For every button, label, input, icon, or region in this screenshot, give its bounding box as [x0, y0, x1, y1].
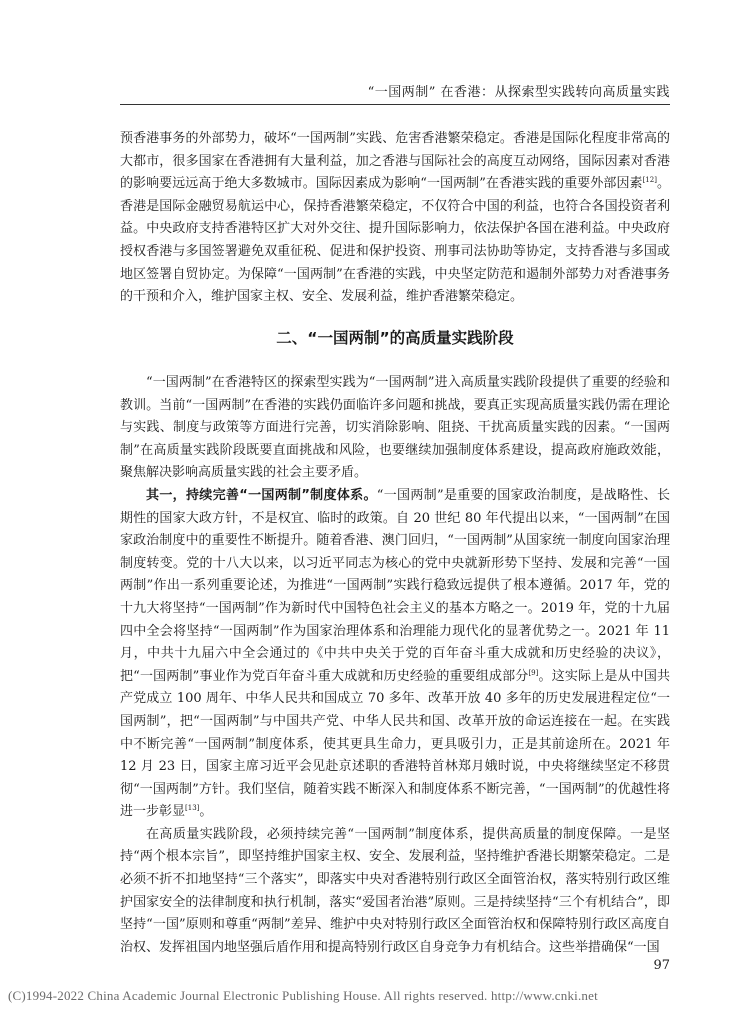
- paragraph-2: “一国两制”在香港特区的探索型实践为“一国两制”进入高质量实践阶段提供了重要的经验和教训。当前“一国两制”在香港的实践仍面临许多问题和挑战，要真正实现高质量实践仍需在理论与实践、制度与政策等方面进行完善，切实消除影响、阻挠、干扰高质量实践的因素。“一国两制”在高质量实践阶段既要直面挑战和风险，也要继续加强制度体系建设，提高政府施政效能，聚焦解决影响高质量实践的社会主要矛盾。: [120, 375, 670, 481]
- section-heading: 二、“一国两制”的高质量实践阶段: [276, 329, 514, 347]
- paragraph-1-text: 预香港事务的外部势力，破坏“一国两制”实践、危害香港繁荣稳定。香港是国际化程度非常高的大都市，很多国家在香港拥有大量利益，加之香港与国际社会的高度互动网络，国际因素对香港的影响要远远高于绝大多数城市。国际因素成为影响“一国两制”在香港实践的重要外部因素: [120, 131, 670, 192]
- paragraph-3-end: 。: [199, 804, 213, 820]
- header-rule: [120, 104, 670, 105]
- copyright-footer: (C)1994-2022 China Academic Journal Electronic Publishing House. All rights reserved. http://www.cnki.net: [8, 988, 598, 1003]
- citation-9: [9]: [528, 668, 539, 677]
- citation-13: [13]: [185, 804, 200, 813]
- paragraph-4: 在高质量实践阶段，必须持续完善“一国两制”制度体系，提供高质量的制度保障。一是坚持“两个根本宗旨”，即坚持维护国家主权、安全、发展利益，坚持维护香港长期繁荣稳定。二是必须不折不扣地坚持“三个落实”，即落实中央对香港特别行政区全面管治权，落实特别行政区维护国家安全的法律制度和执行机制，落实“爱国者治港”原则。三是持续坚持“三个有机结合”，即坚持“一国”原则和尊重“两制”差异、维护中央对特别行政区全面管治权和保障特别行政区高度自治权、发挥祖国内地坚强后盾作用和提高特别行政区自身竞争力有机结合。这些举措确保“一国: [120, 826, 670, 955]
- paragraph-3: [120, 485, 670, 824]
- paragraph-1: [120, 128, 670, 309]
- paragraph-3-text: “一国两制”是重要的国家政治制度，是战略性、长期性的国家大政方针，不是权宜、临时的政策。自 20 世纪 80 年代提出以来，“一国两制”在国家政治制度中的重要性不断提升。随着香港、澳门回归，“一国两制”从国家统一制度向国家治理制度转变。党的十八大以来，以习近平同志为核心的党中央就新形势下坚持、发展和完善“一国两制”作出一系列重要论述，为推进“一国两制”实践行稳致远提供了根本遵循。2017 年，党的十九大将坚持“一国两制”作为新时代中国特色社会主义的基本方略之一。2019 年，党的十九届四中全会将坚持“一国两制”作为国家治理体系和治理能力现代化的显著优势之一。2021 年 11 月，中共十九届六中全会通过的《中共中央关于党的百年奋斗重大成就和历史经验的决议》，把“一国两制”事业作为党百年奋斗重大成就和历史经验的重要组成部分: [120, 487, 670, 684]
- citation-12: [12]: [642, 176, 657, 185]
- paragraph-3-lead: 其一，持续完善“一国两制”制度体系。: [146, 487, 377, 503]
- body-block-top: [120, 128, 670, 309]
- page-number: 97: [653, 958, 670, 973]
- paragraph-1-rest: 。香港是国际金融贸易航运中心，保持香港繁荣稳定，不仅符合中国的利益，也符合各国投资者利益。中央政府支持香港特区扩大对外交往、提升国际影响力，依法保护各国在港利益。中央政府授权香港与多国签署避免双重征税、促进和保护投资、刑事司法协助等协定，支持香港与多国或地区签署自贸协定。为保障“一国两制”在香港的实践，中央坚定防范和遏制外部势力对香港事务的干预和介入，维护国家主权、安全、发展利益，维护香港繁荣稳定。: [120, 176, 670, 305]
- running-header: “一国两制” 在香港：从探索型实践转向高质量实践: [367, 85, 670, 100]
- body-block-main: [120, 372, 670, 959]
- paragraph-3-text-2: 。这实际上是从中国共产党成立 100 周年、中华人民共和国成立 70 多年、改革开放 40 多年的历史发展进程定位“一国两制”，把“一国两制”与中国共产党、中华人民共和国、改革开放的命运连接在一起。在实践中不断完善“一国两制”制度体系，使其更具生命力，更具吸引力，正是其前途所在。2021 年 12 月 23 日，国家主席习近平会见赴京述职的香港特首林郑月娥时说，中央将继续坚定不移贯彻“一国两制”方针。我们坚信，随着实践不断深入和制度体系不断完善，“一国两制”的优越性将进一步彰显: [120, 668, 670, 820]
